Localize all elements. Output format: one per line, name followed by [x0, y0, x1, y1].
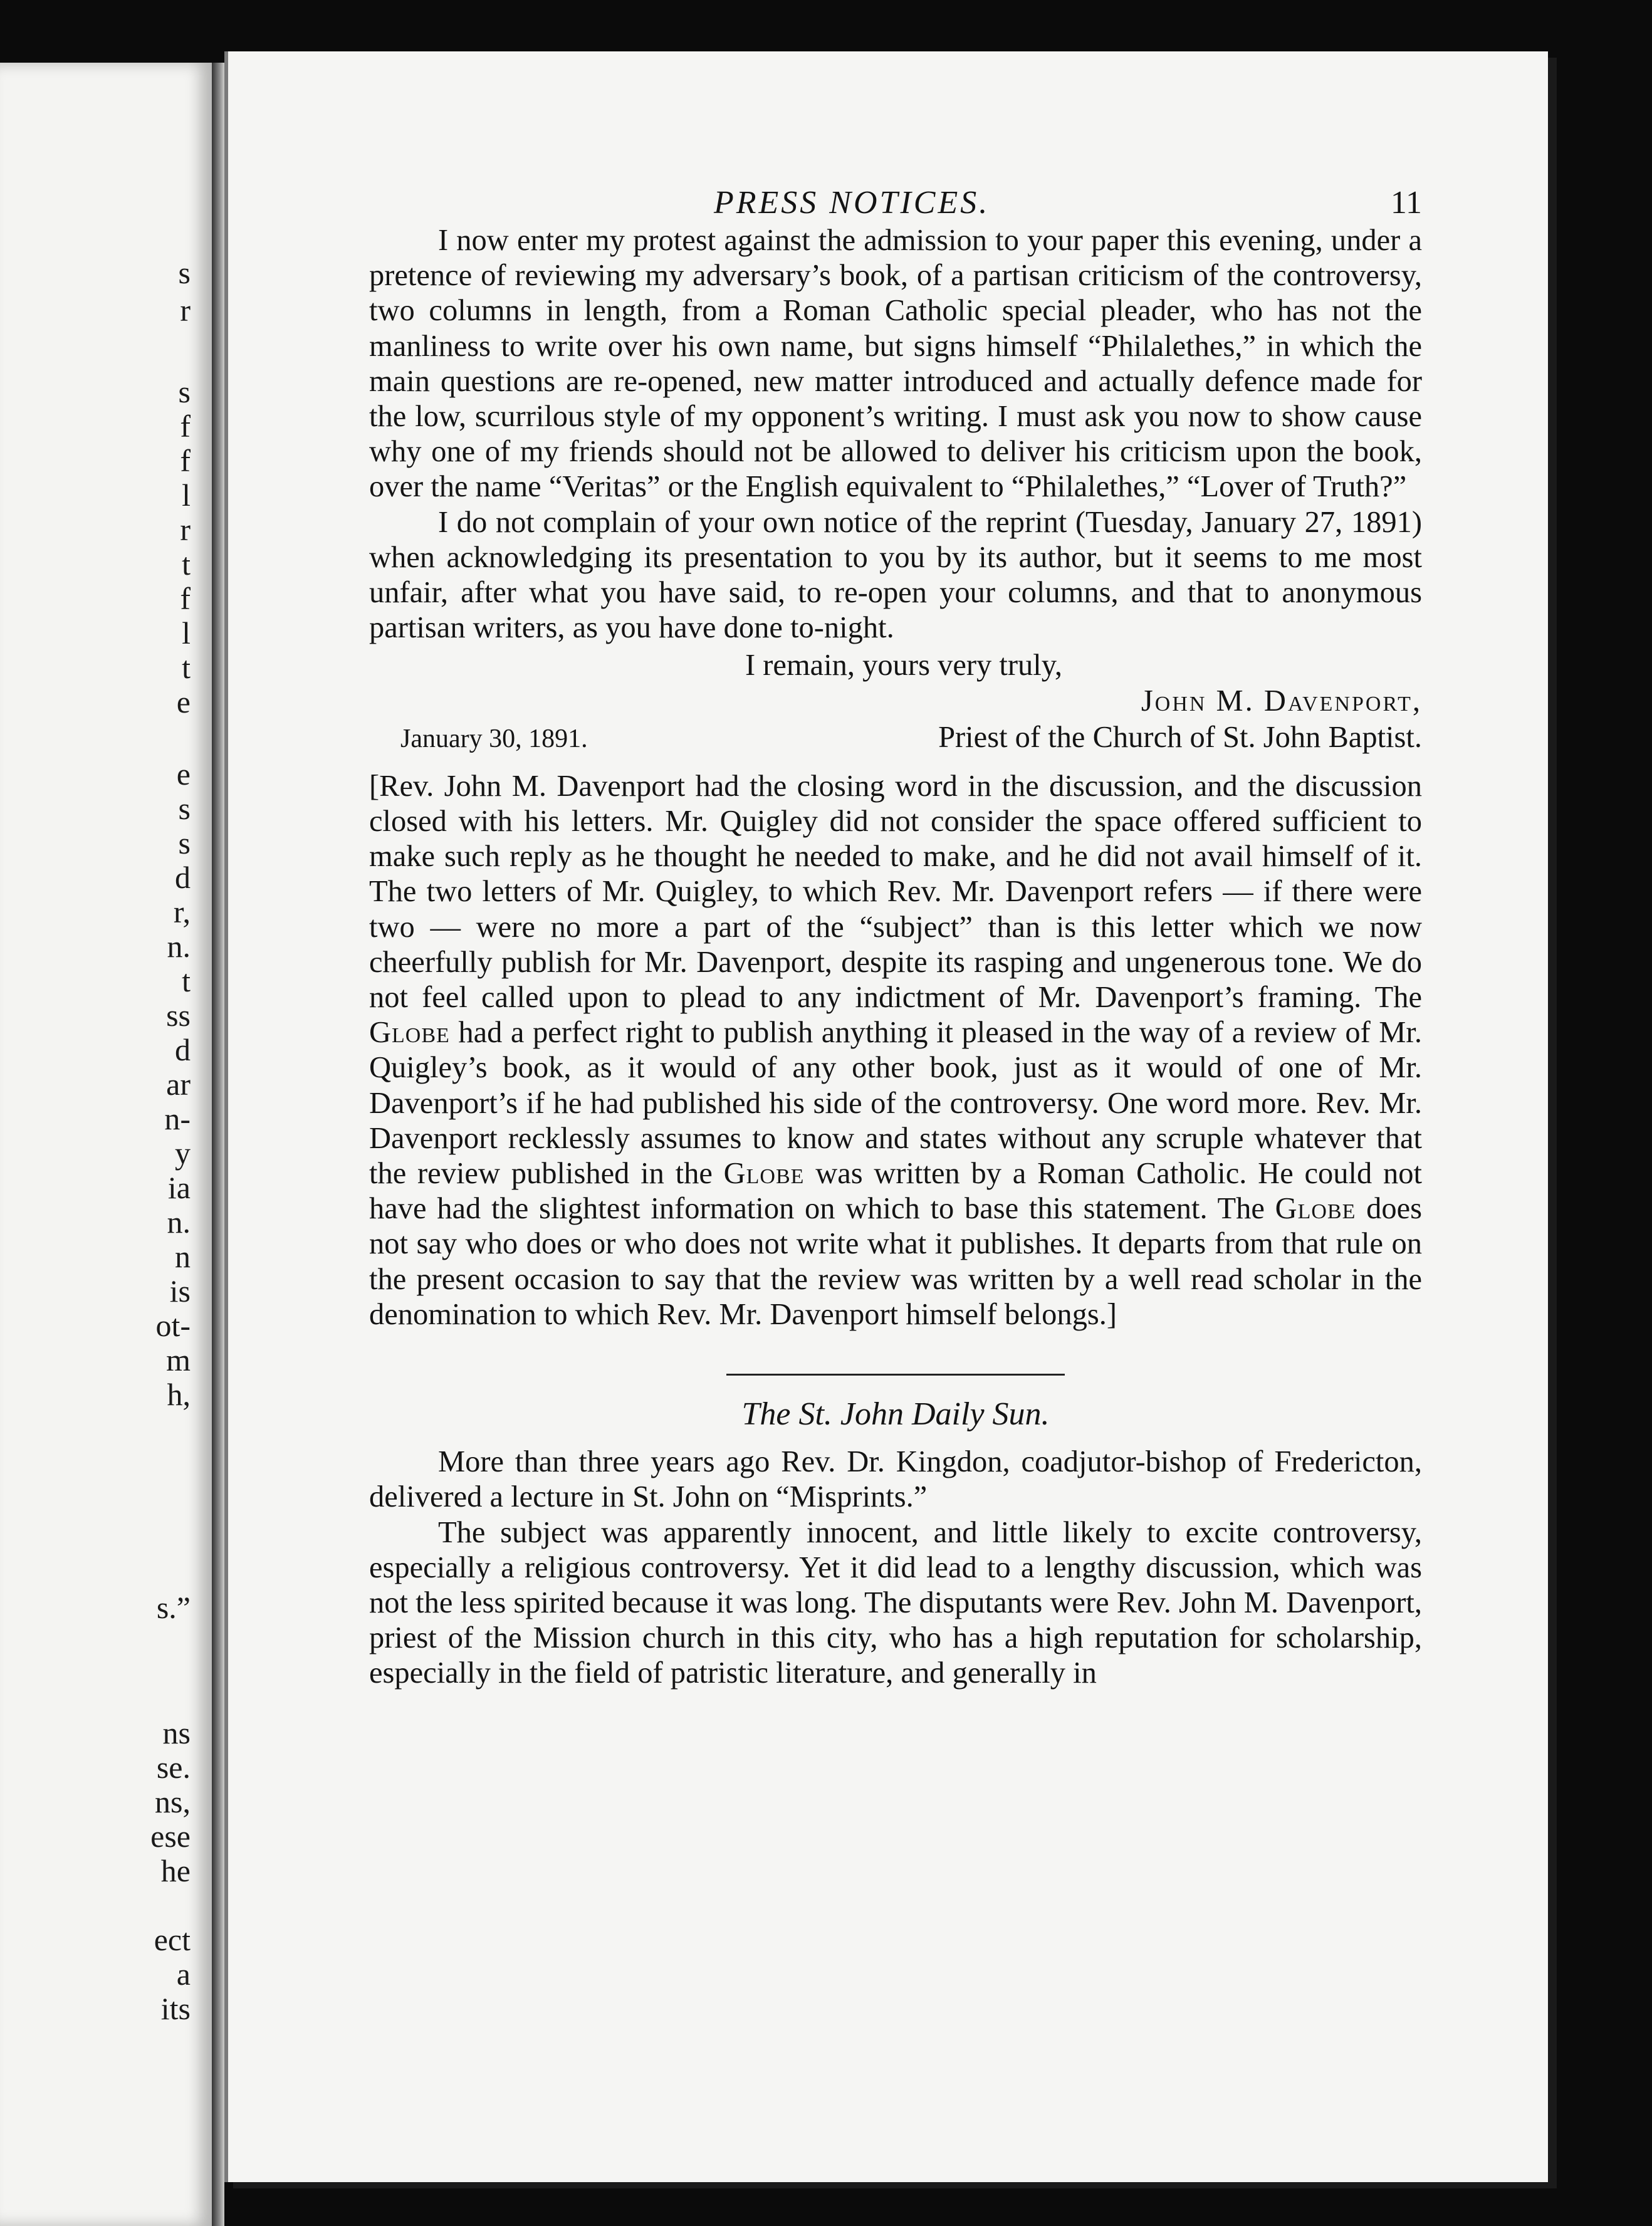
- note-text: was written by a Roman Catholic. He could not have had the slightest information on which to base this statement. The: [369, 1157, 1422, 1226]
- running-head: [369, 183, 1422, 223]
- page-number: 11: [1390, 185, 1422, 221]
- globe-name: Globe: [369, 1016, 450, 1050]
- left-fragment: ns: [162, 1715, 191, 1750]
- left-fragment: s.”: [156, 1590, 191, 1625]
- left-fragment: r: [180, 293, 191, 328]
- left-fragment: t: [182, 650, 191, 685]
- left-fragment: a: [176, 1957, 191, 1992]
- left-fragment: s: [178, 374, 191, 409]
- editor-note: [369, 769, 1422, 1332]
- letter-closing: I remain, yours very truly,: [745, 649, 1062, 682]
- left-fragment: its: [160, 1991, 191, 2026]
- left-fragment: ect: [154, 1922, 191, 1957]
- left-fragment: ese: [150, 1819, 191, 1854]
- left-fragment: h,: [167, 1377, 191, 1412]
- left-fragment: f: [180, 581, 191, 616]
- editor-note-paragraph: [369, 769, 1422, 1332]
- running-head-title: PRESS NOTICES.: [714, 185, 990, 221]
- note-text: had a perfect right to publish anything it pleased in the way of a review of Mr. Quigley’s book, as it would of any other book, just as it would of one of Mr. Davenport’s if he had published his side of the controversy. One word more. Rev. Mr. Davenport recklessly assumes to know and states without any scruple whatever that the review published in the: [369, 1016, 1422, 1191]
- letter: [369, 223, 1422, 758]
- left-fragment: m: [166, 1342, 191, 1377]
- left-page-edge: [0, 63, 212, 2226]
- left-fragment: e: [176, 684, 191, 719]
- letter-date: January 30, 1891.: [400, 724, 588, 753]
- left-fragment: ss: [166, 998, 191, 1033]
- left-fragment: r,: [173, 894, 191, 929]
- left-fragment: is: [169, 1273, 191, 1309]
- right-page: [224, 51, 1548, 2182]
- left-fragment: ar: [166, 1067, 191, 1102]
- left-fragment: d: [175, 1032, 191, 1067]
- left-fragment: e: [176, 756, 191, 792]
- left-fragment: r: [180, 512, 191, 547]
- left-fragment: n.: [167, 1204, 191, 1240]
- left-fragment: f: [180, 443, 191, 478]
- signature-title: Priest of the Church of St. John Baptist.: [938, 720, 1422, 754]
- section-divider: [726, 1374, 1065, 1376]
- left-fragment: l: [182, 478, 191, 513]
- left-fragment: t: [182, 963, 191, 998]
- left-fragment: l: [182, 615, 191, 651]
- left-fragment: ia: [167, 1170, 191, 1205]
- letter-paragraph: I now enter my protest against the admission to your paper this evening, under a pretence of reviewing my adversary’s book, of a partisan criticism of the controversy, two columns in length, from a Roman Catholic special pleader, who has not the manliness to write over his own name, but signs himself “Philalethes,” in which the main questions are re-opened, new matter introduced and actually defence made for the low, scurrilous style of my opponent’s writing. I must ask you now to show cause why one of my friends should not be allowed to deliver his criticism upon the book, over the name “Veritas” or the English equivalent to “Philalethes,” “Lover of Truth?”: [369, 224, 1422, 504]
- left-fragment: n.: [167, 929, 191, 964]
- globe-name: Globe: [723, 1157, 805, 1191]
- left-fragment: y: [175, 1136, 191, 1171]
- left-fragment: s: [178, 825, 191, 860]
- signature-line: [369, 719, 1422, 758]
- left-fragment: s: [178, 255, 191, 290]
- section-paragraph: More than three years ago Rev. Dr. Kingdon, coadjutor-bishop of Fredericton, delivered a lecture in St. John on “Misprints.”: [369, 1445, 1422, 1514]
- left-fragment: he: [160, 1853, 191, 1888]
- left-fragment: n: [175, 1239, 191, 1274]
- left-fragment: s: [178, 791, 191, 826]
- left-fragment: ns,: [155, 1784, 191, 1819]
- left-fragment: n-: [164, 1101, 191, 1136]
- page-content: [369, 183, 1422, 1691]
- note-text: does not say who does or who does not write what it publishes. It departs from that rule on the present occasion to say that the review was written by a well read scholar in the denomination to which Rev. Mr. Davenport himself belongs.]: [369, 1192, 1422, 1331]
- signature-name: John M. Davenport,: [1141, 684, 1422, 718]
- left-fragment: d: [175, 860, 191, 895]
- section-heading: The St. John Daily Sun.: [741, 1396, 1050, 1433]
- letter-paragraph: I do not complain of your own notice of the reprint (Tuesday, January 27, 1891) when acknowledging its presentation to you by its author, but it seems to me most unfair, after what you have said, to re-open your columns, and that to anonymous partisan writers, as you have done to-night.: [369, 505, 1422, 645]
- left-fragment: se.: [156, 1750, 191, 1785]
- book-gutter: [212, 63, 224, 2226]
- left-fragment: ot-: [155, 1308, 191, 1343]
- section-paragraph: The subject was apparently innocent, and little likely to excite controversy, especially a religious controversy. Yet it did lead to a lengthy discussion, which was not the less spirited because it was long. The disputants were Rev. John M. Davenport, priest of the Mission church in this city, who has a high reputation for scholarship, especially in the field of patristic literature, and generally in: [369, 1515, 1422, 1690]
- globe-name: Globe: [1275, 1192, 1356, 1226]
- note-text: [Rev. John M. Davenport had the closing word in the discussion, and the discussion closed with his letters. Mr. Quigley did not consider the space offered sufficient to make such reply as he thought he needed to make, and he did not avail himself of it. The two letters of Mr. Quigley, to which Rev. Mr. Davenport refers — if there were two — were no more a part of the “subject” than is this letter which we now cheerfully publish for Mr. Davenport, despite its rasping and ungenerous tone. We do not feel called upon to plead to any indictment of Mr. Davenport’s framing. The: [369, 769, 1422, 1015]
- left-fragment: t: [182, 546, 191, 582]
- left-fragment: f: [180, 409, 191, 444]
